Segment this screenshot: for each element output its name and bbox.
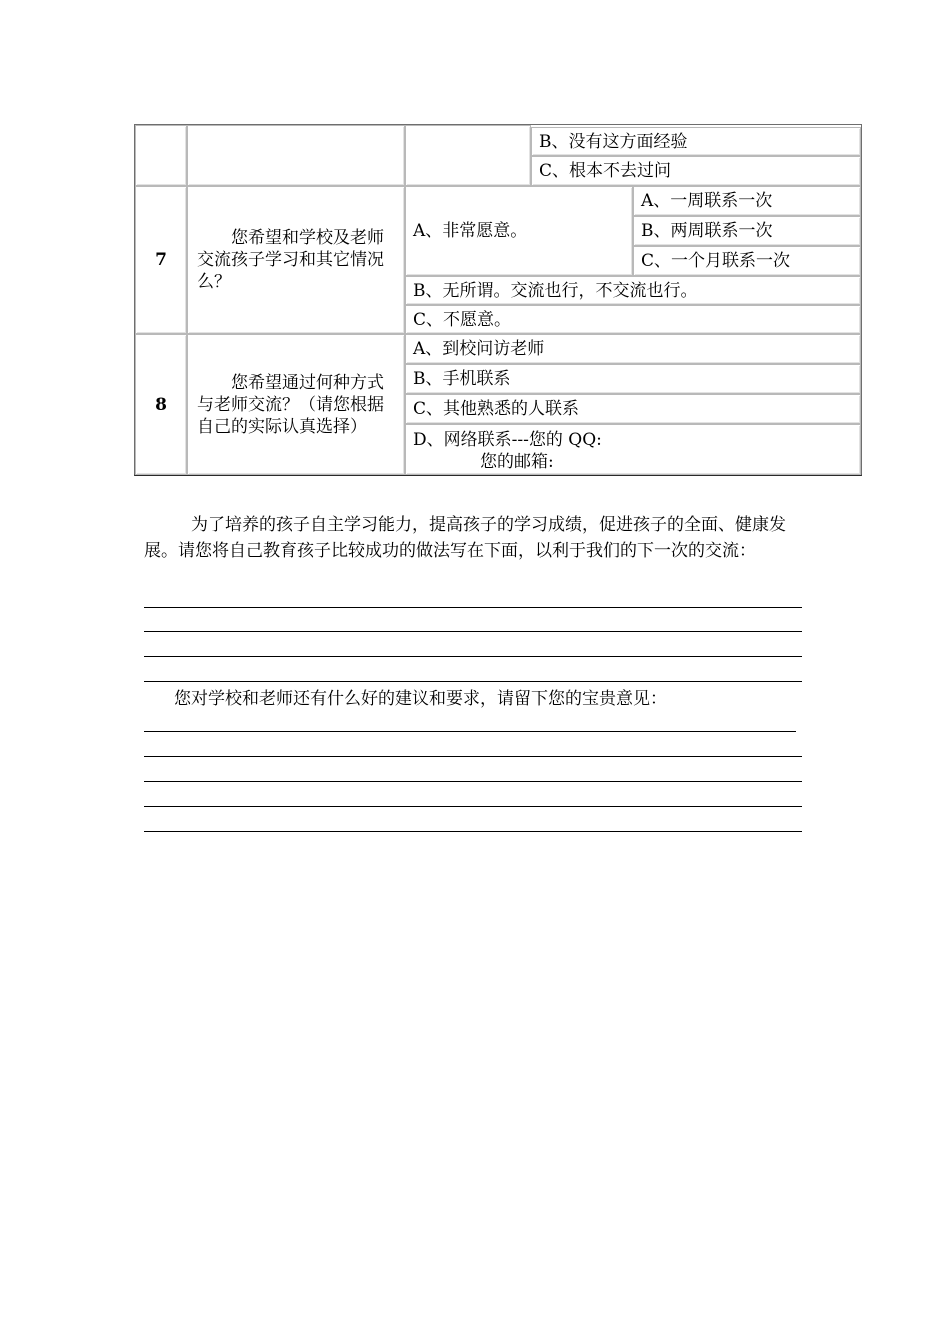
- answer-line[interactable]: [144, 607, 802, 608]
- answer-line[interactable]: [144, 681, 802, 682]
- q7-frequency-biweekly: [633, 216, 861, 246]
- paragraph-suggestion-prompt: 您对学校和老师还有什么好的建议和要求，请留下您的宝贵意见：: [174, 689, 667, 709]
- q7-option-b: [405, 276, 861, 305]
- option-label: D、网络联系---您的 QQ:: [413, 430, 602, 450]
- paragraph-experience-prompt: 为了培养的孩子自主学习能力，提高孩子的学习成绩，促进孩子的全面、健康发展。请您将自己教育孩子比较成功的做法写在下面，以利于我们的下一次的交流：: [144, 515, 786, 561]
- option-label: C、一个月联系一次: [641, 251, 791, 271]
- question-text: 您希望和学校及老师交流孩子学习和其它情况么？: [197, 228, 384, 292]
- question-text-7: [187, 186, 405, 334]
- question-text: 您希望通过何种方式与老师交流？（请您根据自己的实际认真选择）: [197, 372, 384, 437]
- answer-line[interactable]: [144, 731, 796, 732]
- option-label: A、到校问访老师: [413, 339, 545, 359]
- q8-option-a: [405, 334, 861, 364]
- option-cell-empty: [405, 125, 531, 186]
- survey-table: [134, 124, 862, 476]
- option-label: A、一周联系一次: [641, 191, 773, 211]
- q7-frequency-monthly: [633, 246, 861, 276]
- option-label: C、根本不去过问: [539, 161, 672, 181]
- question-number-7: [135, 186, 187, 334]
- option-label: B、手机联系: [413, 369, 511, 389]
- q8-option-d: [405, 424, 861, 475]
- question-text-8: [187, 334, 405, 475]
- question-number-8: [135, 334, 187, 475]
- option-label: C、其他熟悉的人联系: [413, 399, 580, 419]
- question-cell-empty: [187, 125, 405, 186]
- option-label: B、没有这方面经验: [539, 131, 688, 152]
- number-cell-empty: [135, 125, 187, 186]
- answer-line[interactable]: [144, 806, 802, 807]
- q8-option-b: [405, 364, 861, 394]
- option-label: B、两周联系一次: [641, 221, 773, 241]
- answer-line[interactable]: [144, 656, 802, 657]
- option-label: B、无所谓。交流也行，不交流也行。: [413, 280, 698, 301]
- option-never-care: [531, 156, 861, 186]
- q7-option-a: [405, 186, 633, 276]
- answer-line[interactable]: [144, 631, 802, 632]
- option-label: C、不愿意。: [413, 309, 512, 330]
- answer-line[interactable]: [144, 781, 802, 782]
- q8-option-c: [405, 394, 861, 424]
- answer-line[interactable]: [144, 831, 802, 832]
- email-label: 您的邮箱:: [480, 452, 554, 472]
- question-number: 7: [155, 250, 167, 270]
- answer-line[interactable]: [144, 756, 802, 757]
- option-no-experience: [531, 127, 861, 156]
- q7-frequency-weekly: [633, 186, 861, 216]
- q7-option-c: [405, 305, 861, 334]
- option-label: A、非常愿意。: [413, 221, 528, 241]
- question-number: 8: [155, 394, 167, 415]
